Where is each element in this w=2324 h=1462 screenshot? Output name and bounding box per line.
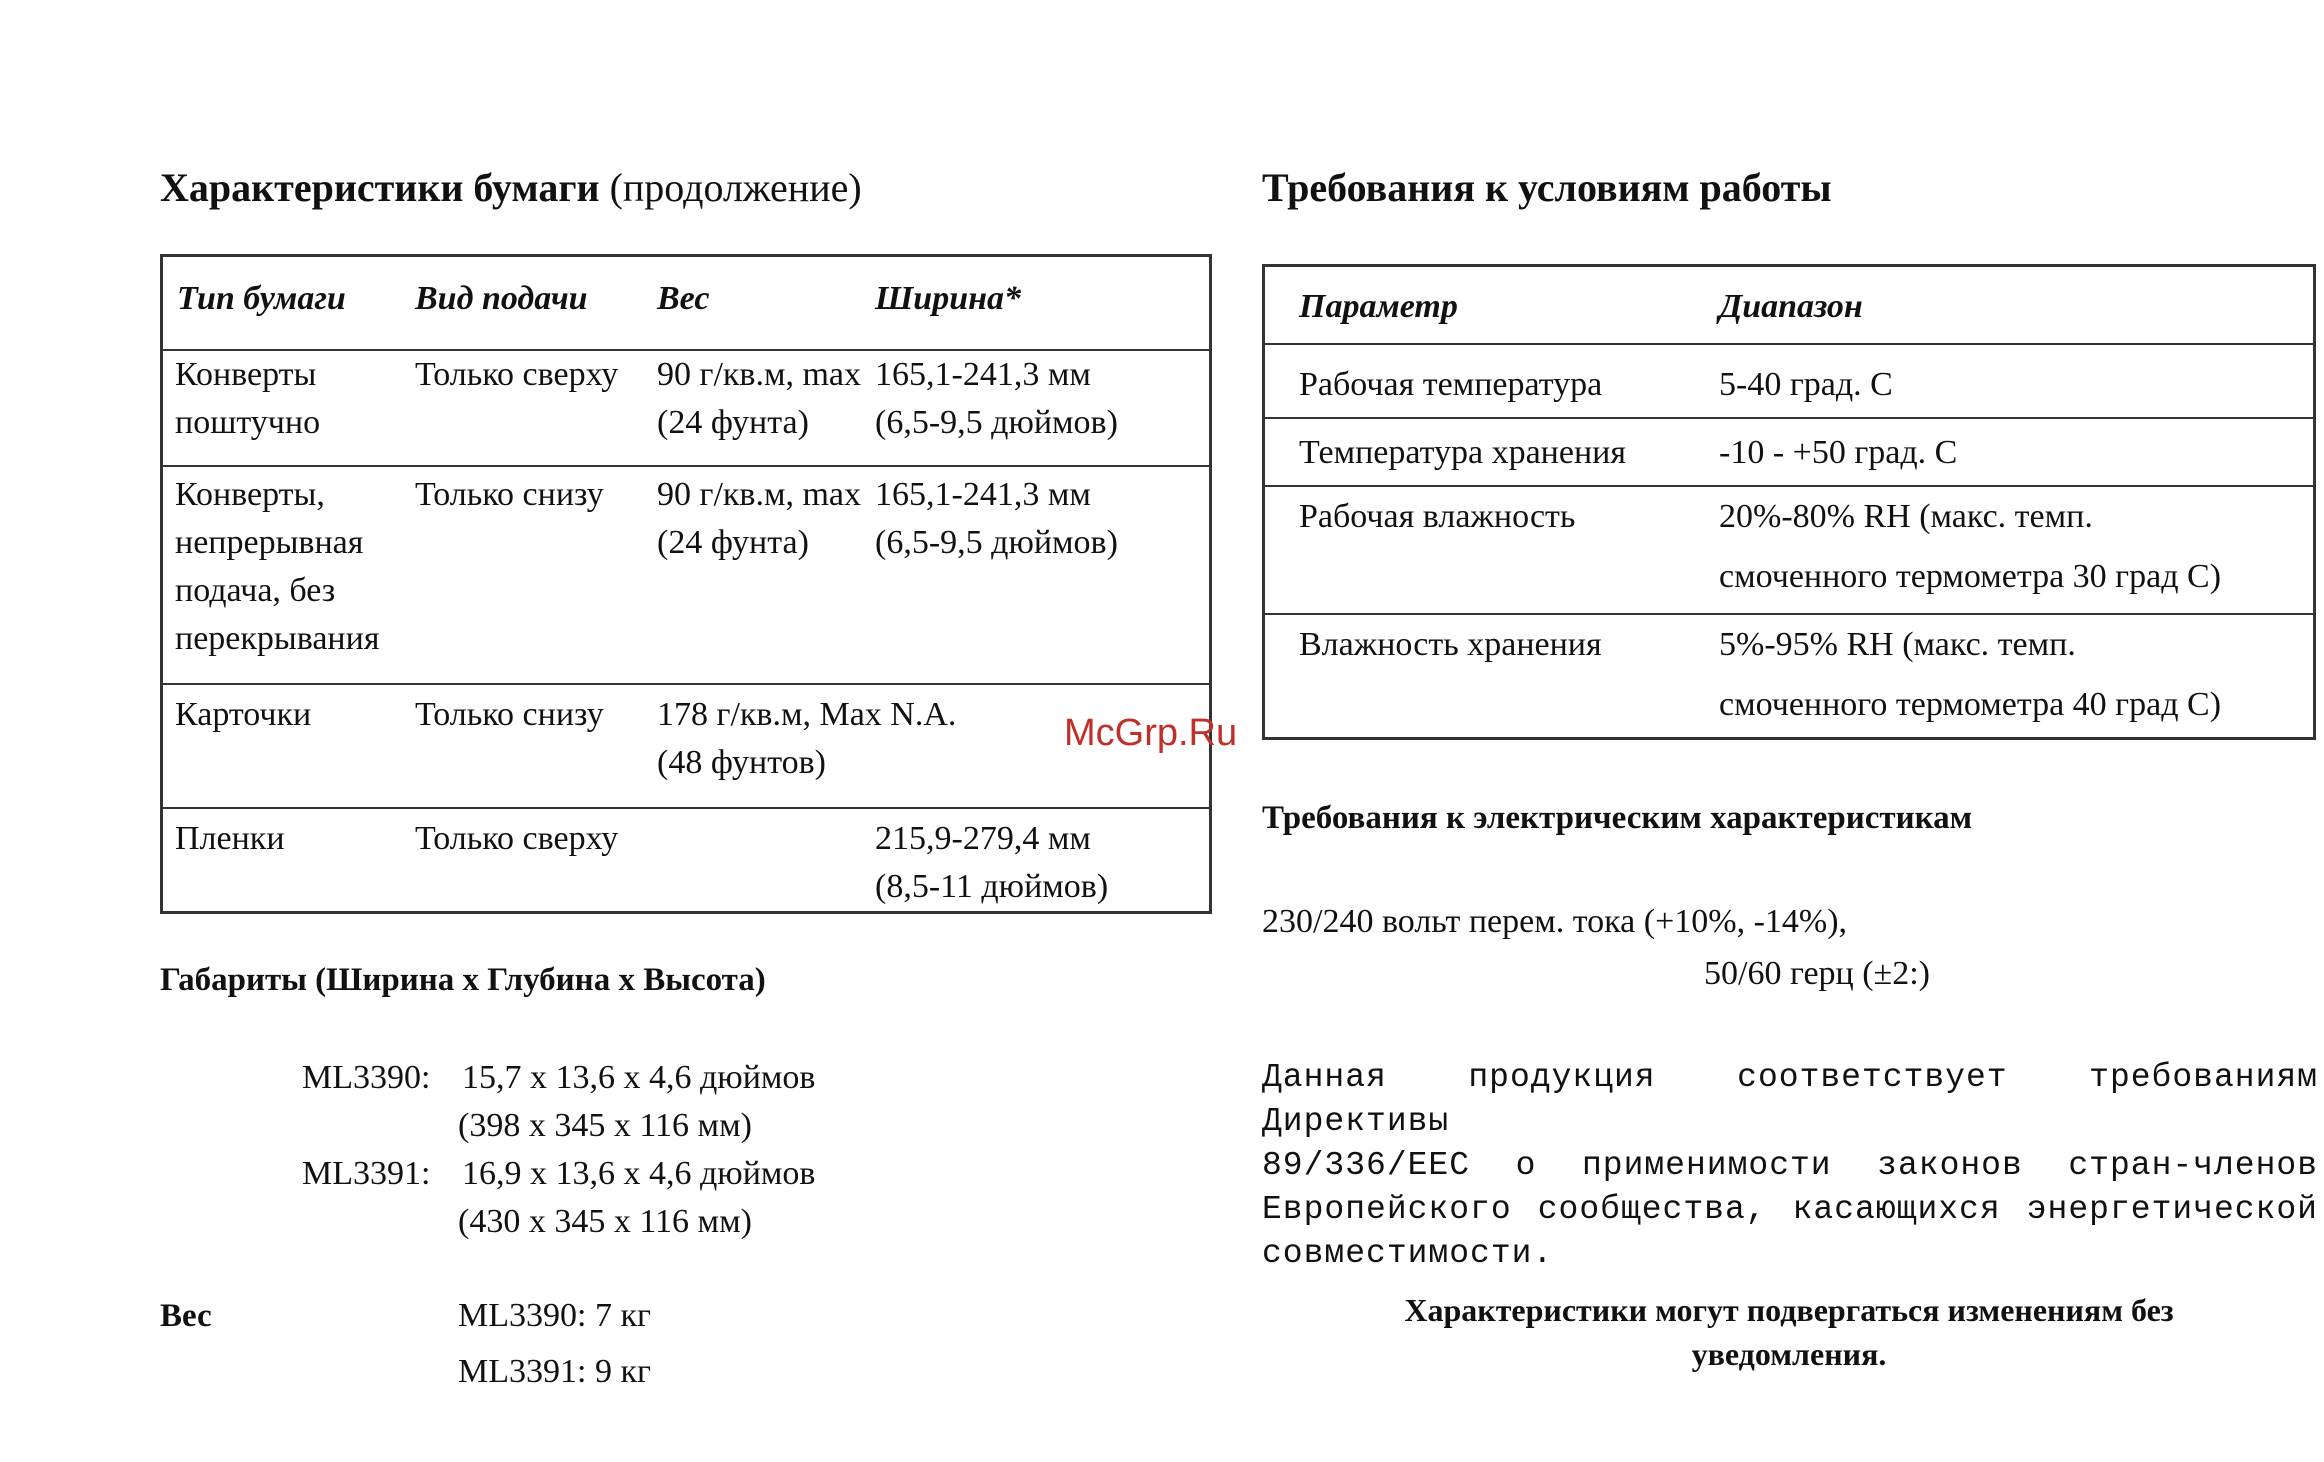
paper-specs-table [160,254,1212,914]
environment-table [1262,264,2316,740]
column-header-feed: Вид подачи [415,280,588,317]
notice-text: Характеристики могут подвергаться изменениям без уведомления. [1404,1292,2174,1372]
electrical-frequency: 50/60 герц (±2:) [1704,955,1930,992]
cell-feed: Только снизу [415,476,604,513]
cell-paper-type: Пленки [175,820,285,857]
dimension-item: ML3391: 16,9 x 13,6 x 4,6 дюймов [302,1150,942,1198]
paper-specs-heading: Характеристики бумаги (продолжение) [160,165,862,210]
cell-weight: 178 г/кв.м, Max N.A. (48 фунтов) [657,696,957,781]
table-row [1265,345,2313,419]
table-row [163,467,1209,685]
cell-paper-type: Конверты поштучно [175,356,321,441]
column-header-parameter: Параметр [1299,288,1458,325]
cell-parameter: Рабочая температура [1299,366,1603,403]
table-header-row [163,257,1209,351]
table-header-row [1265,267,2313,345]
electrical-voltage: 230/240 вольт перем. тока (+10%, -14%), [1262,903,1848,940]
environment-heading: Требования к условиям работы [1262,165,1832,210]
cell-parameter: Рабочая влажность [1299,498,1576,535]
weight-item: ML3390: 7 кг [458,1297,651,1334]
dimensions-heading: Габариты (Ширина x Глубина x Высота) [160,962,766,998]
column-header-paper-type: Тип бумаги [177,280,346,317]
table-row [1265,615,2313,743]
cell-paper-type: Карточки [175,696,312,733]
dimensions-block: ML3390: 15,7 x 13,6 x 4,6 дюймов (398 x 345 x 116 мм) ML3391: 16,9 x 13,6 x 4,6 дюймов (430 x 345 x 116 мм) [302,1054,942,1246]
model-label: ML3390: [302,1059,431,1096]
cell-parameter: Влажность хранения [1299,626,1602,663]
cell-width: 165,1-241,3 мм (6,5-9,5 дюймов) [875,356,1118,441]
directive-paragraph: Данная продукция соответствует требованиям Директивы 89/336/EEC о применимости законов стран-членов Европейского сообщества, касающихся энергетической совместимости. [1262,1059,2318,1272]
weight-item: ML3391: 9 кг [458,1353,651,1390]
table-row [163,351,1209,467]
cell-feed: Только снизу [415,696,604,733]
cell-weight: 90 г/кв.м, max (24 фунта) [657,476,862,561]
table-row [163,685,1209,809]
electrical-heading: Требования к электрическим характеристикам [1262,800,1973,836]
table-row [1265,487,2313,615]
cell-range: 20%-80% RH (макс. темп. смоченного термометра 30 град C) [1719,498,2222,595]
cell-range: 5%-95% RH (макс. темп. смоченного термометра 40 град C) [1719,626,2222,723]
column-header-weight: Вес [657,280,710,317]
cell-parameter: Температура хранения [1299,434,1626,471]
table-row [1265,419,2313,487]
dimension-item: ML3390: 15,7 x 13,6 x 4,6 дюймов [302,1054,942,1102]
cell-width: 165,1-241,3 мм (6,5-9,5 дюймов) [875,476,1118,561]
weight-heading: Вес [160,1298,212,1334]
cell-range: 5-40 град. C [1719,366,1893,403]
cell-weight: 90 г/кв.м, max (24 фунта) [657,356,862,441]
watermark-text: McGrp.Ru [1064,712,1238,754]
cell-paper-type: Конверты, непрерывная подача, без перекрывания [175,476,380,657]
column-header-width: Ширина* [875,280,1021,317]
cell-feed: Только сверху [415,356,619,393]
cell-range: -10 - +50 град. C [1719,434,1958,471]
table-row [163,809,1209,917]
cell-feed: Только сверху [415,820,619,857]
cell-width: 215,9-279,4 мм (8,5-11 дюймов) [875,820,1109,905]
model-label: ML3391: [302,1155,431,1192]
column-header-range: Диапазон [1719,288,1863,325]
